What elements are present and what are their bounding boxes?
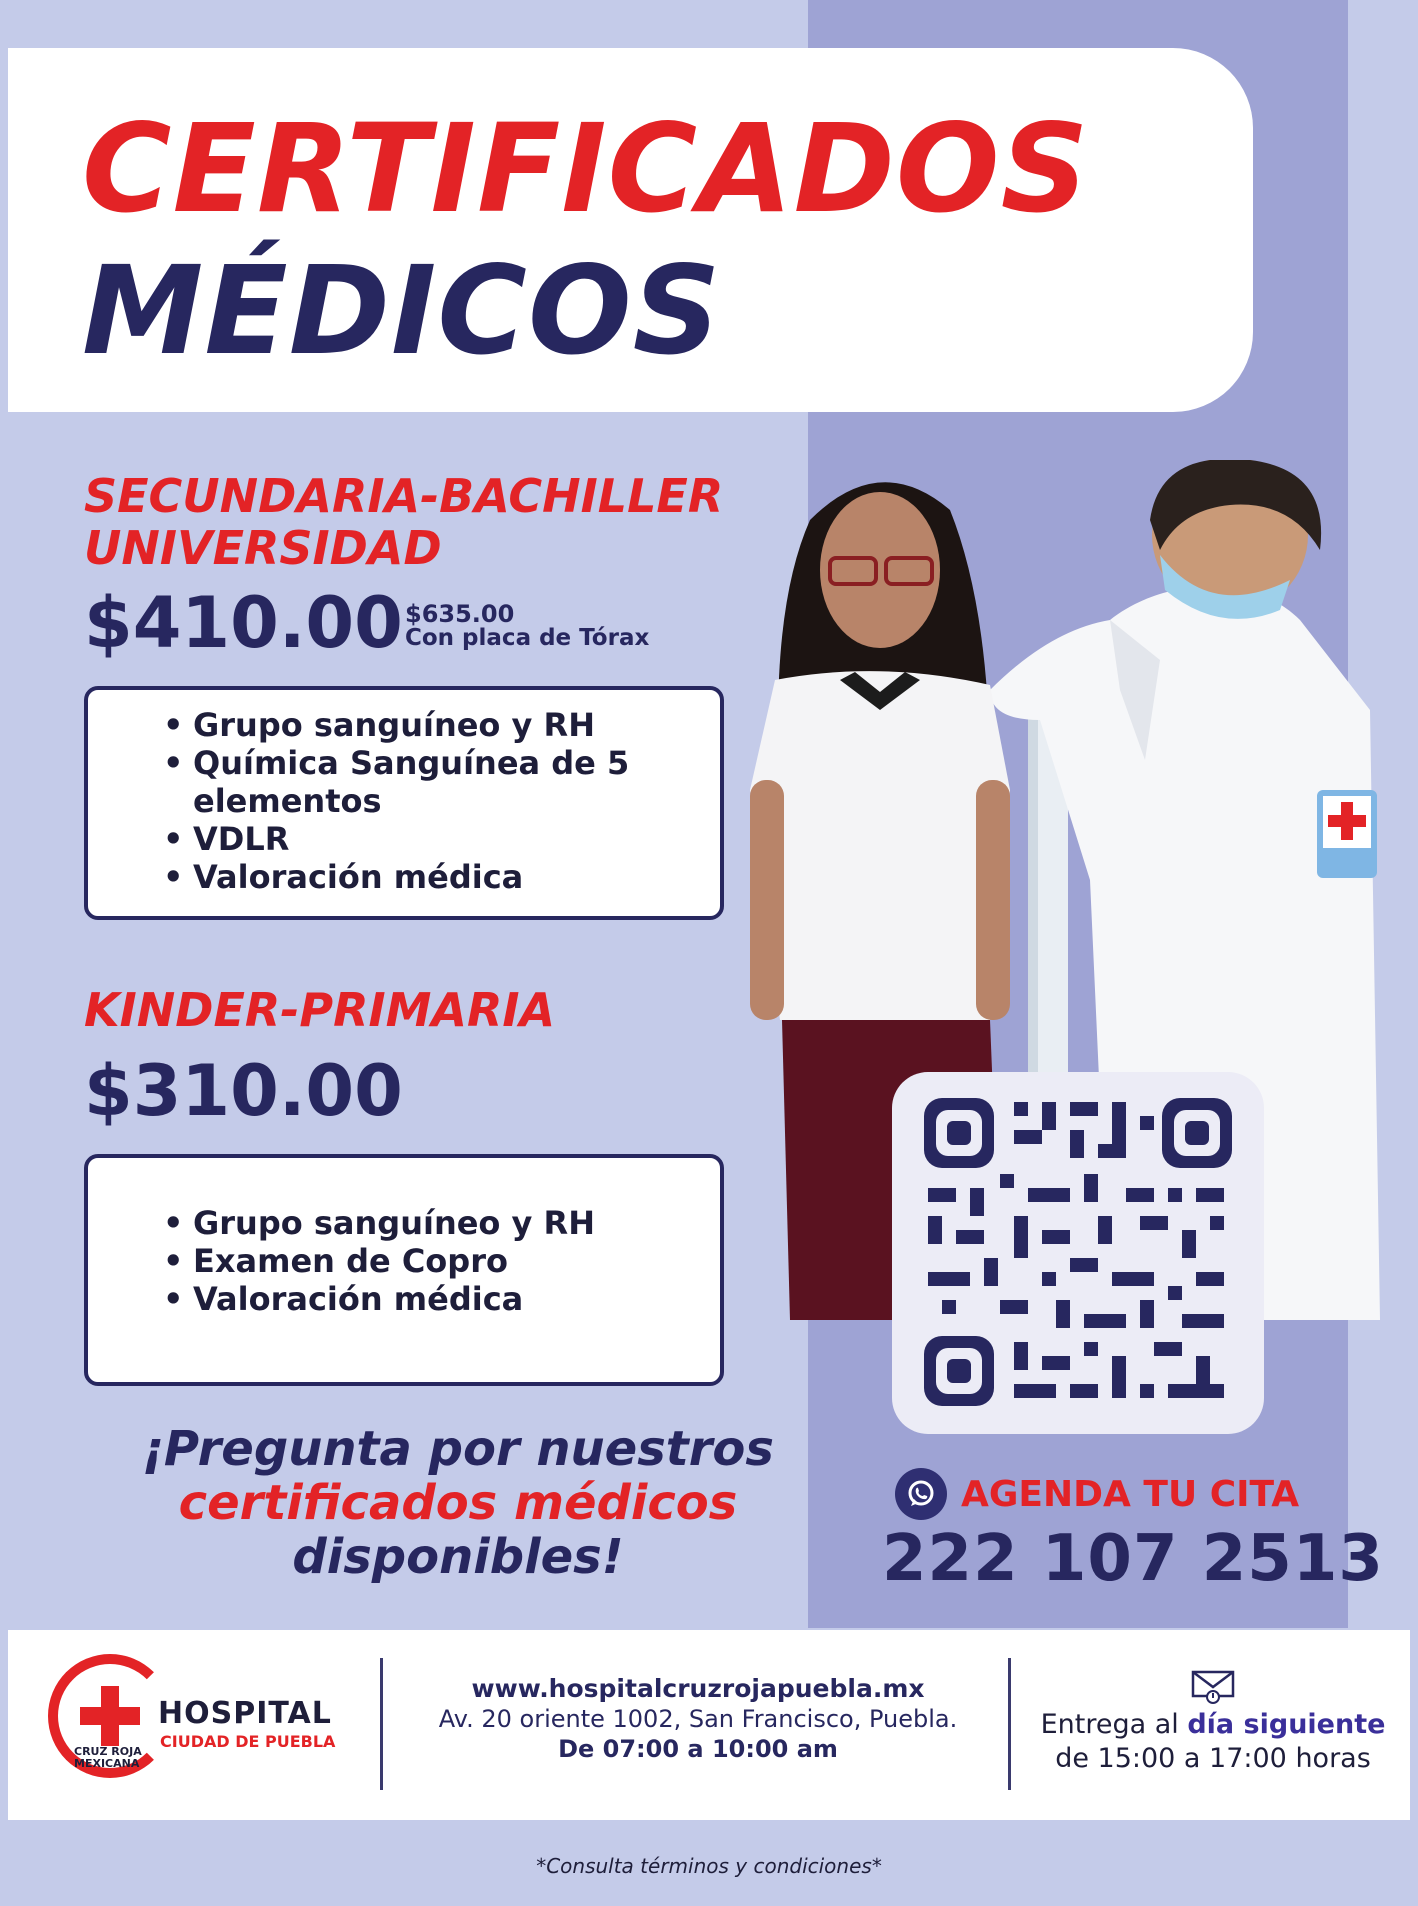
footer-divider bbox=[380, 1658, 383, 1790]
red-cross-icon bbox=[80, 1686, 140, 1746]
logo-small-line-2: MEXICANA bbox=[74, 1757, 140, 1770]
logo-city-text: CIUDAD DE PUEBLA bbox=[160, 1732, 336, 1751]
cta-line-1: ¡Pregunta por nuestros bbox=[142, 1421, 774, 1477]
logo-hospital-text: HOSPITAL bbox=[158, 1696, 332, 1731]
cta-line-2: certificados médicos bbox=[178, 1475, 738, 1531]
alt-price-value: $635.00 bbox=[405, 600, 515, 628]
logo-small-line-1: CRUZ ROJA bbox=[74, 1745, 142, 1758]
title-line-1: CERTIFICADOS bbox=[82, 98, 1090, 240]
envelope-icon bbox=[1191, 1670, 1235, 1704]
qr-code bbox=[916, 1090, 1240, 1414]
alt-price-note: Con placa de Tórax bbox=[405, 625, 650, 651]
section2-list-box bbox=[84, 1154, 724, 1386]
footer-contact bbox=[408, 1674, 988, 1764]
footer bbox=[8, 1630, 1410, 1820]
title-line-2: MÉDICOS bbox=[82, 240, 722, 382]
address: Av. 20 oriente 1002, San Francisco, Puebla. bbox=[438, 1705, 958, 1733]
footer-divider bbox=[1008, 1658, 1011, 1790]
list-item: • Grupo sanguíneo y RH bbox=[193, 1204, 720, 1242]
list-item: • VDLR bbox=[193, 820, 720, 858]
agenda-cta[interactable] bbox=[895, 1468, 1299, 1520]
section1-list bbox=[88, 706, 720, 896]
delivery-hours: de 15:00 a 17:00 horas bbox=[1055, 1743, 1371, 1774]
list-item: • Examen de Copro bbox=[193, 1242, 720, 1280]
section2-list bbox=[88, 1204, 720, 1318]
delivery-line-1 bbox=[1018, 1708, 1408, 1742]
section1-alt-price bbox=[405, 602, 649, 650]
section1-heading-line-1: SECUNDARIA-BACHILLER bbox=[84, 469, 724, 523]
list-item: • Grupo sanguíneo y RH bbox=[193, 706, 720, 744]
section2-price: $310.00 bbox=[84, 1050, 403, 1132]
hours: De 07:00 a 10:00 am bbox=[558, 1735, 838, 1763]
cta-text bbox=[88, 1422, 828, 1584]
list-item: • Química Sanguínea de 5 elementos bbox=[193, 744, 720, 820]
section1-heading bbox=[84, 470, 723, 574]
cta-line-3: disponibles! bbox=[292, 1529, 624, 1585]
section2-heading: KINDER-PRIMARIA bbox=[84, 983, 556, 1037]
list-item: • Valoración médica bbox=[193, 1280, 720, 1318]
qr-code-card[interactable] bbox=[892, 1072, 1264, 1434]
delivery-prefix: Entrega al bbox=[1040, 1709, 1188, 1740]
terms-note[interactable]: *Consulta términos y condiciones* bbox=[536, 1854, 882, 1878]
whatsapp-icon bbox=[895, 1468, 947, 1520]
logo-small-text bbox=[74, 1746, 142, 1770]
section1-list-box bbox=[84, 686, 724, 920]
section1-price: $410.00 bbox=[84, 582, 403, 664]
list-item: • Valoración médica bbox=[193, 858, 720, 896]
agenda-label: AGENDA TU CITA bbox=[961, 1473, 1300, 1515]
delivery-highlight: día siguiente bbox=[1187, 1709, 1386, 1740]
phone-number[interactable]: 222 107 2513 bbox=[882, 1522, 1384, 1596]
delivery-info bbox=[1018, 1670, 1408, 1776]
section1-heading-line-2: UNIVERSIDAD bbox=[84, 521, 442, 575]
website-link[interactable]: www.hospitalcruzrojapuebla.mx bbox=[471, 1674, 925, 1703]
